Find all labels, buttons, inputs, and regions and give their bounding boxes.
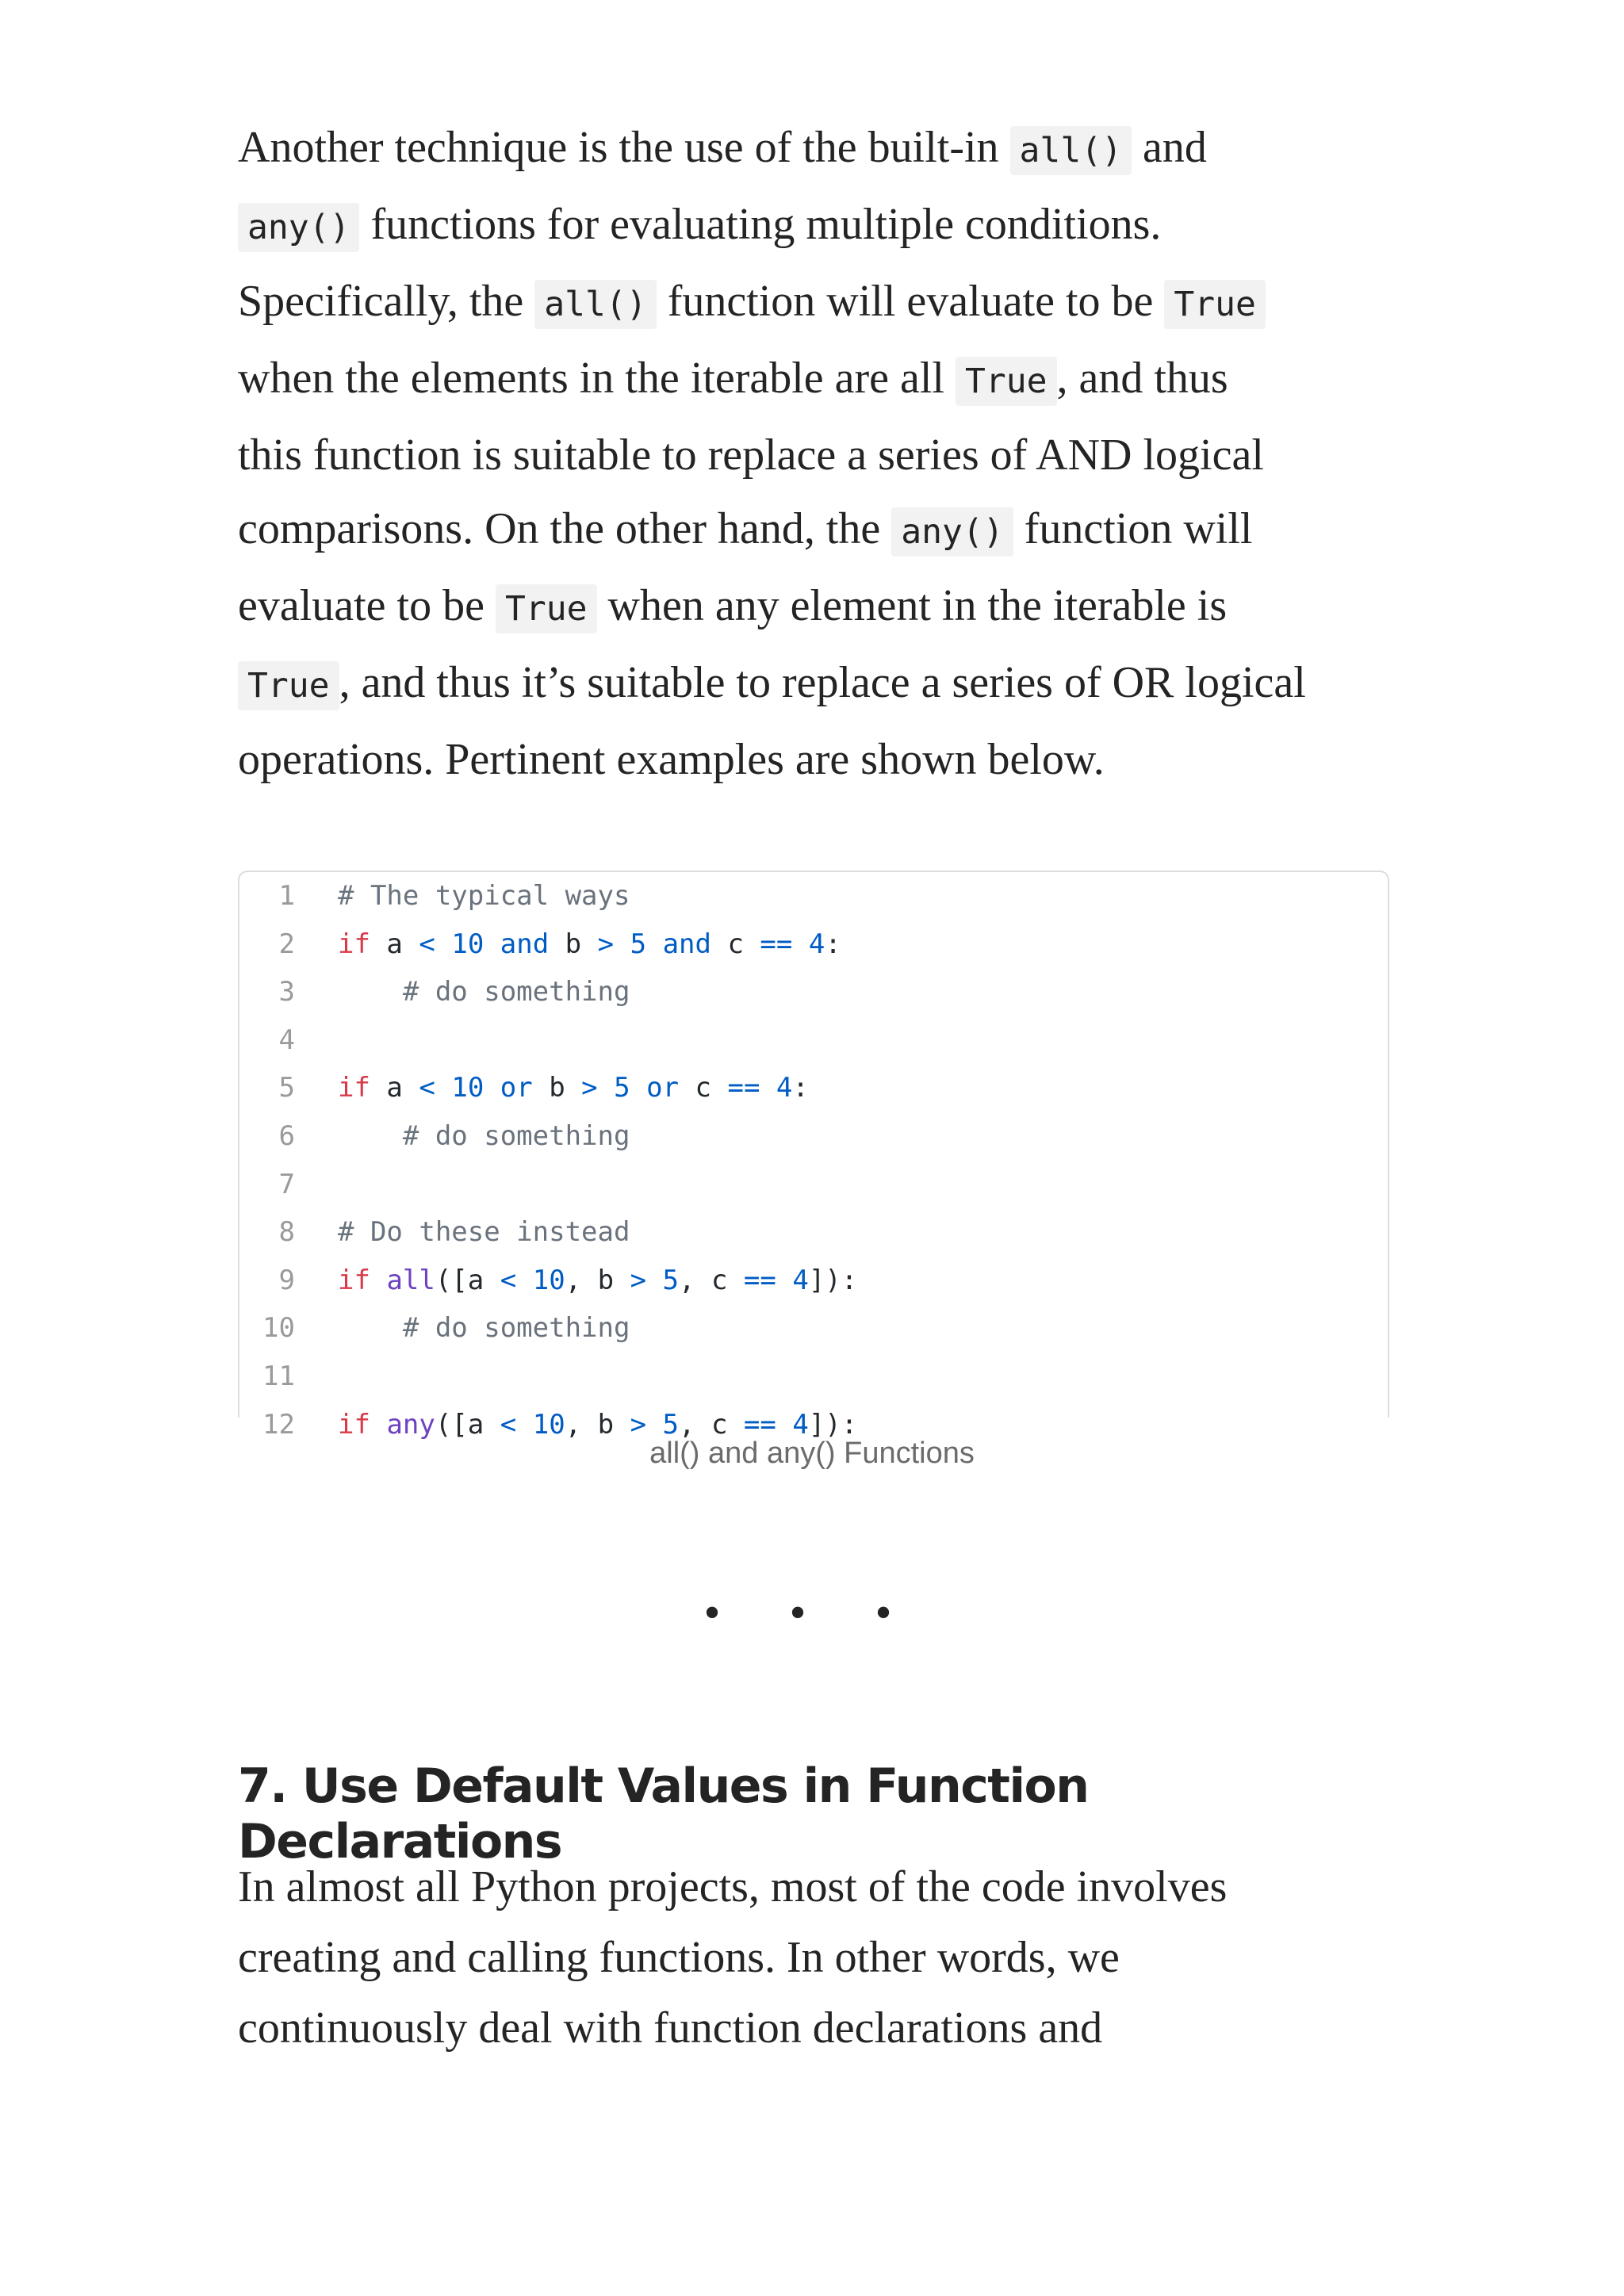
figure-caption: all() and any() Functions: [649, 1437, 975, 1470]
code-block[interactable]: [238, 871, 1389, 1441]
code-token: and: [662, 928, 711, 960]
code-token: and: [500, 928, 550, 960]
code-text: [338, 1064, 809, 1112]
inline-code: True: [238, 661, 339, 710]
code-token: [646, 1409, 662, 1441]
code-token: [792, 928, 808, 960]
code-token: or: [646, 1072, 680, 1104]
line-number: 6: [278, 1119, 295, 1152]
code-token: c: [710, 928, 760, 960]
code-line: [239, 1208, 1388, 1257]
code-token: 5: [630, 928, 647, 960]
line-number: 8: [278, 1216, 295, 1249]
code-token: 10: [532, 1264, 565, 1296]
code-token: 4: [792, 1264, 809, 1296]
code-line: [239, 1112, 1388, 1161]
code-token: >: [581, 1072, 598, 1104]
code-token: [484, 928, 500, 960]
code-token: ==: [760, 928, 793, 960]
code-token: >: [630, 1408, 647, 1441]
code-token: ([a: [435, 1264, 500, 1296]
paragraph-text: function will evaluate to be: [238, 504, 1253, 630]
code-line: [239, 1257, 1388, 1305]
line-number: 3: [278, 976, 295, 1008]
code-line: [239, 968, 1388, 1016]
line-number: 7: [278, 1168, 295, 1200]
code-token: a: [370, 1072, 419, 1104]
code-token: if: [338, 1072, 370, 1104]
paragraph-text: function will evaluate to be: [656, 277, 1165, 326]
code-token: 4: [792, 1408, 809, 1441]
code-token: if: [338, 1264, 370, 1296]
paragraph-text: when any element in the iterable is: [607, 581, 1228, 630]
code-token: [630, 1072, 646, 1104]
code-token: [516, 1409, 532, 1441]
code-line: [239, 872, 1388, 920]
code-token: <: [419, 928, 435, 960]
paragraph-text: Another technique is the use of the built-in: [238, 123, 1010, 172]
code-token: [484, 1072, 500, 1104]
code-text: [338, 872, 630, 920]
code-token: or: [500, 1072, 533, 1104]
code-token: [614, 928, 630, 960]
code-token: , b: [565, 1408, 630, 1441]
code-lines: [239, 872, 1388, 1448]
code-line: [239, 920, 1388, 969]
paragraph-all-any: [238, 111, 1396, 797]
code-token: <: [500, 1264, 517, 1296]
paragraph-text: functions for evaluating multiple conditions. Specifically, the: [238, 200, 1162, 326]
paragraph-text: , and thus this function is suitable to replace a series of AND logical comparisons. On the other hand, the: [238, 354, 1264, 553]
code-line: [239, 1064, 1388, 1112]
code-token: [776, 1409, 792, 1441]
code-token: ==: [743, 1408, 776, 1441]
section-heading: 7. Use Default Values in Function Declarations: [238, 1758, 1089, 1869]
code-text: [338, 968, 630, 1016]
code-token: 10: [451, 928, 485, 960]
code-token: >: [630, 1264, 647, 1296]
code-token: , c: [679, 1264, 744, 1296]
line-number: 10: [262, 1312, 295, 1345]
paragraph-default-values: In almost all Python projects, most of the code involves creating and calling functions. In other words, we continuously deal with function declarations and: [238, 1862, 1228, 2053]
code-token: [338, 976, 403, 1008]
code-token: # do something: [402, 1119, 630, 1152]
code-token: if: [338, 1408, 370, 1441]
code-token: all: [386, 1264, 435, 1296]
code-token: 10: [532, 1408, 565, 1441]
article-body: [238, 111, 1388, 797]
code-line: [239, 1016, 1388, 1065]
code-token: , b: [565, 1264, 630, 1296]
line-number: 12: [262, 1408, 295, 1441]
code-token: <: [419, 1072, 435, 1104]
code-token: # do something: [402, 976, 630, 1008]
code-token: 10: [451, 1072, 485, 1104]
code-token: [338, 1120, 403, 1152]
code-token: ([a: [435, 1408, 500, 1441]
code-text: [338, 1257, 857, 1305]
code-token: [646, 928, 662, 960]
code-token: a: [370, 928, 419, 960]
inline-code: True: [496, 584, 597, 633]
inline-code: all(): [1010, 126, 1132, 175]
code-token: c: [679, 1072, 728, 1104]
line-number: 5: [278, 1072, 295, 1104]
code-line: [239, 1161, 1388, 1209]
code-token: ==: [727, 1072, 760, 1104]
code-token: >: [597, 928, 615, 960]
code-token: # Do these instead: [338, 1216, 630, 1249]
paragraph-text: , and thus it’s suitable to replace a series of OR logical operations. Pertinent examples are shown below.: [238, 658, 1306, 784]
code-token: <: [500, 1408, 517, 1441]
section-separator: • • •: [703, 1586, 921, 1639]
code-token: b: [549, 928, 598, 960]
code-token: [370, 1265, 386, 1296]
code-line: [239, 1304, 1388, 1353]
code-token: [776, 1265, 792, 1296]
line-number: 4: [278, 1024, 295, 1056]
code-token: [338, 1312, 403, 1344]
code-token: :: [825, 928, 841, 960]
paragraph-text: when the elements in the iterable are all: [238, 354, 944, 403]
inline-code: True: [956, 357, 1057, 406]
inline-code: True: [1164, 280, 1266, 329]
code-token: any: [386, 1408, 435, 1441]
code-token: [760, 1072, 776, 1104]
code-token: :: [792, 1072, 809, 1104]
line-number: 2: [278, 928, 295, 960]
inline-code: any(): [238, 203, 359, 252]
line-number: 1: [278, 880, 295, 912]
code-token: [435, 928, 451, 960]
inline-code: any(): [891, 507, 1013, 557]
code-line: [239, 1353, 1388, 1401]
code-text: [338, 1112, 630, 1161]
code-token: ]):: [808, 1408, 858, 1441]
code-token: 4: [776, 1072, 793, 1104]
code-token: , c: [679, 1408, 744, 1441]
code-token: [370, 1409, 386, 1441]
inline-code: all(): [534, 280, 656, 329]
code-token: # The typical ways: [338, 880, 630, 912]
code-text: [338, 1304, 630, 1353]
code-token: 5: [614, 1072, 630, 1104]
line-number: 9: [278, 1264, 295, 1296]
code-token: b: [532, 1072, 582, 1104]
code-token: ==: [743, 1264, 776, 1296]
code-text: [338, 1208, 630, 1257]
line-number: 11: [262, 1360, 295, 1392]
code-token: [646, 1265, 662, 1296]
code-token: [516, 1265, 532, 1296]
code-token: 5: [662, 1264, 680, 1296]
code-token: 4: [808, 928, 825, 960]
paragraph-text: and: [1143, 123, 1207, 172]
code-token: 5: [662, 1408, 680, 1441]
code-token: if: [338, 928, 370, 960]
code-token: # do something: [402, 1312, 630, 1345]
code-text: [338, 920, 841, 969]
code-token: ]):: [808, 1264, 858, 1296]
code-token: [435, 1072, 451, 1104]
code-token: [598, 1072, 614, 1104]
